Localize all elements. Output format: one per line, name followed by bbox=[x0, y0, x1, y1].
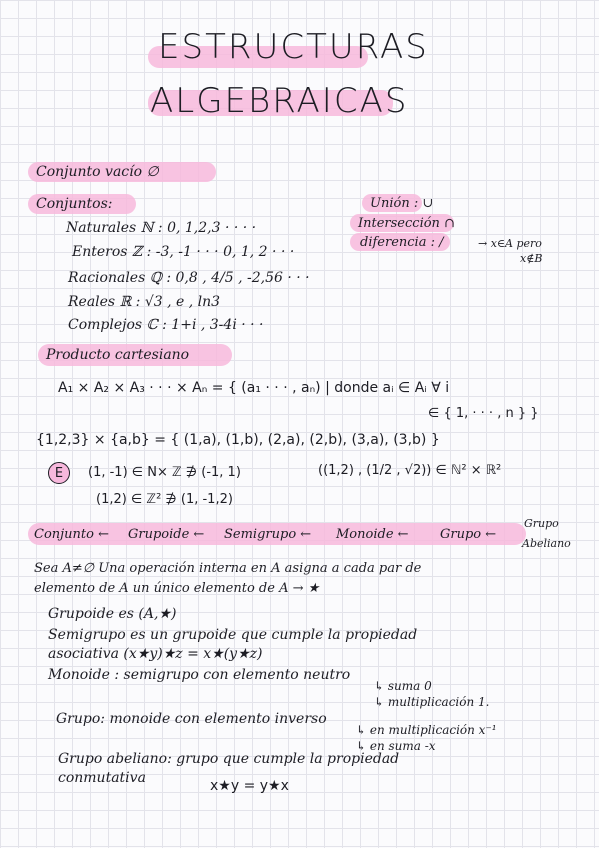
cartesian-formula-2: ∈ { 1, · · · , n } } bbox=[428, 406, 539, 421]
def-grupo: Grupo: monoide con elemento inverso bbox=[56, 711, 327, 727]
hierarchy-grupo: Grupo ← bbox=[440, 527, 497, 542]
hierarchy-semigrupo: Semigrupo ← bbox=[224, 527, 312, 542]
example-3: (1,2) ∈ ℤ² ∌ (1, -1,2) bbox=[96, 492, 233, 507]
example-2: ((1,2) , (1/2 , √2)) ∈ ℕ² × ℝ² bbox=[318, 463, 502, 478]
def-grupo-note-2: ↳ en suma -x bbox=[356, 739, 436, 753]
def-sea-2: elemento de A un único elemento de A → ★ bbox=[34, 581, 320, 596]
def-grupoide: Grupoide es (A,★) bbox=[48, 606, 177, 622]
hierarchy-conjunto: Conjunto ← bbox=[34, 527, 109, 542]
complejos-line: Complejos ℂ : 1+i , 3-4i · · · bbox=[68, 317, 264, 333]
example-1: (1, -1) ∈ N× ℤ ∌ (-1, 1) bbox=[88, 465, 241, 480]
racionales-line: Racionales ℚ : 0,8 , 4/5 , -2,56 · · · bbox=[68, 270, 310, 286]
cartesian-heading: Producto cartesiano bbox=[46, 347, 190, 363]
diferencia-note-1: → x∈A pero bbox=[478, 237, 542, 250]
union-label: Unión : ∪ bbox=[370, 196, 434, 211]
def-grupo-note-1: ↳ en multiplicación x⁻¹ bbox=[356, 723, 497, 737]
empty-set-heading: Conjunto vacío ∅ bbox=[36, 164, 159, 180]
def-semigrupo-1: Semigrupo es un grupoide que cumple la propiedad bbox=[48, 627, 418, 643]
def-abeliano-1: Grupo abeliano: grupo que cumple la propiedad bbox=[58, 751, 400, 767]
def-conmutativa-formula: x★y = y★x bbox=[210, 778, 289, 794]
reales-line: Reales ℝ : √3 , e , ln3 bbox=[68, 294, 221, 310]
title-line-2: ALGEBRAICAS bbox=[150, 81, 409, 121]
diferencia-label: diferencia : / bbox=[360, 235, 444, 250]
naturales-line: Naturales ℕ : 0, 1,2,3 · · · · bbox=[66, 220, 257, 236]
title-line-1: ESTRUCTURAS bbox=[158, 27, 429, 67]
def-semigrupo-2: asociativa (x★y)★z = x★(y★z) bbox=[48, 646, 263, 662]
def-monoide-note-2: ↳ multiplicación 1. bbox=[374, 695, 490, 709]
def-sea-1: Sea A≠∅ Una operación interna en A asigna a cada par de bbox=[34, 561, 422, 576]
def-monoide-note-1: ↳ suma 0 bbox=[374, 679, 432, 693]
example-circle-icon: E bbox=[48, 462, 70, 484]
hierarchy-abeliano-1: Grupo bbox=[524, 517, 559, 530]
cartesian-formula-1: A₁ × A₂ × A₃ · · · × Aₙ = { (a₁ · · · , aₙ) | donde aᵢ ∈ Aᵢ ∀ i bbox=[58, 380, 450, 396]
diferencia-note-2: x∉B bbox=[520, 252, 543, 265]
enteros-line: Enteros ℤ : -3, -1 · · · 0, 1, 2 · · · bbox=[72, 244, 295, 260]
sets-heading: Conjuntos: bbox=[36, 196, 113, 212]
def-monoide: Monoide : semigrupo con elemento neutro bbox=[48, 667, 351, 683]
interseccion-label: Intersección ∩ bbox=[358, 216, 455, 231]
cartesian-example: {1,2,3} × {a,b} = { (1,a), (1,b), (2,a), (2,b), (3,a), (3,b) } bbox=[36, 432, 440, 448]
hierarchy-grupoide: Grupoide ← bbox=[128, 527, 205, 542]
def-abeliano-2: conmutativa bbox=[58, 770, 146, 786]
hierarchy-monoide: Monoide ← bbox=[336, 527, 409, 542]
hierarchy-abeliano-2: Abeliano bbox=[522, 537, 571, 550]
